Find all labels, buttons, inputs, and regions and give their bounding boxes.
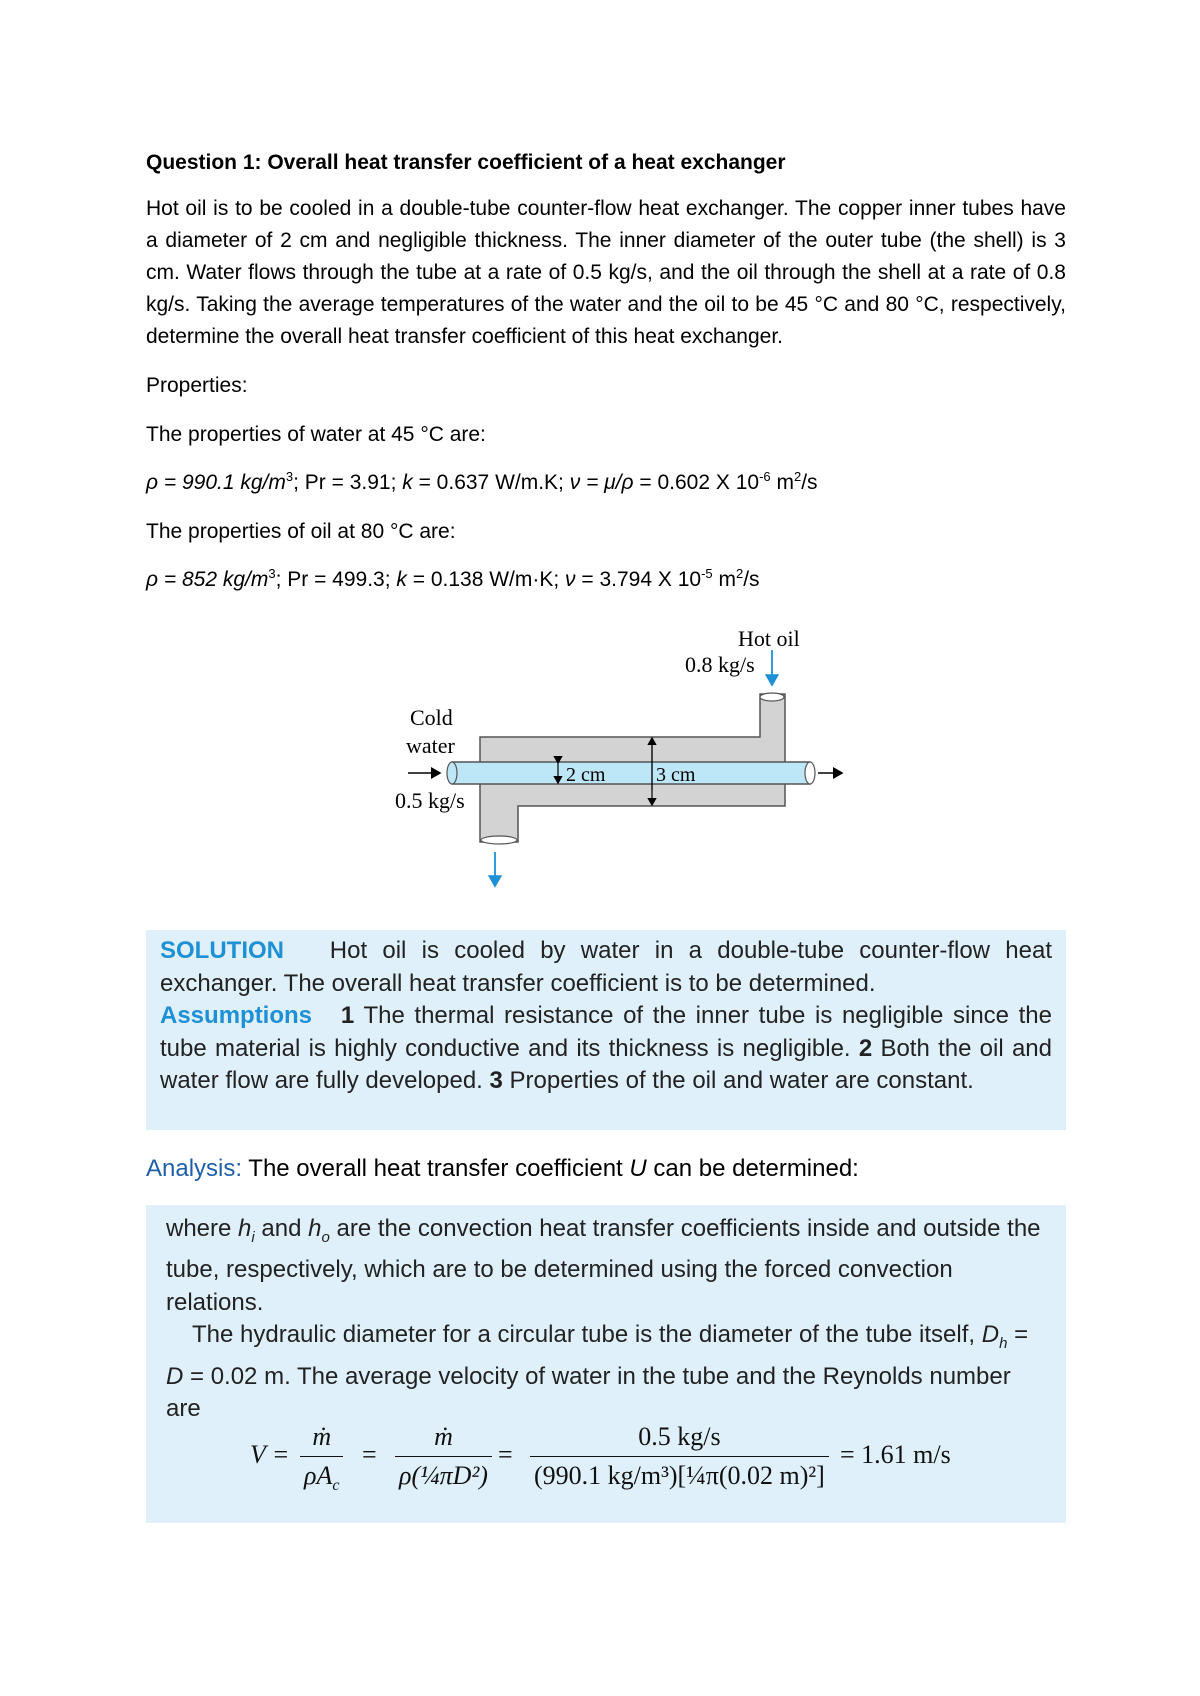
properties-heading: Properties: xyxy=(146,374,248,397)
assumption-3: Properties of the oil and water are constant. xyxy=(509,1067,974,1094)
solution-label: SOLUTION xyxy=(160,937,284,964)
cold-label: Cold xyxy=(410,705,453,730)
question-body: Hot oil is to be cooled in a double-tube counter-flow heat exchanger. The copper inner tubes have a diameter of 2 cm and negligible thickness. The inner diameter of the outer tube (the shell) is 3 cm. Water flows through the tube at a rate of 0.5 kg/s, and the oil through the shell at a rate of 0.8 kg/s. Taking the average temperatures of the water and the oil to be 45 °C and 80 °C, respectively, determine the overall heat transfer coefficient of this heat exchanger. xyxy=(146,197,1066,348)
inner-diameter-label: 2 cm xyxy=(566,764,606,786)
tube-outlet-end xyxy=(805,762,815,784)
eq-equals-2: = xyxy=(498,1440,513,1469)
outer-diameter-label: 3 cm xyxy=(656,764,696,786)
eq-fraction-1: ṁ $\rho A_c$ xyxy=(300,1418,343,1505)
water-properties-line: ρ = 990.1 $kg/m^3$; Pr = 3.91; k = 0.637 W/m.K; ν = μ/ρ = 0.602 X $10^{-6}$ $m^2/s$ xyxy=(146,469,818,494)
where-paragraph-2: The hydraulic diameter for a circular tube is the diameter of the tube itself, $D_h = D = 0.02$ m. The average velocity of water in the tube and the Reynolds number are xyxy=(166,1321,1029,1423)
inner-tube xyxy=(452,762,810,784)
hot-oil-label: Hot oil xyxy=(738,626,800,651)
analysis-line: Analysis: The overall heat transfer coefficient U can be determined: xyxy=(146,1155,859,1182)
oil-inlet-cut xyxy=(760,693,784,701)
analysis-label: Analysis: xyxy=(146,1155,243,1182)
eq-fraction-2: $\frac{\text{ṁ}}{\text{ρ(¼πD²)}}$ xyxy=(395,1418,492,1495)
velocity-equation xyxy=(250,1418,1010,1508)
water-rate-label: 0.5 kg/s xyxy=(395,788,465,813)
solution-text: Hot oil is cooled by water in a double-tube counter-flow heat exchanger. The overall heat transfer coefficient is to be determined. xyxy=(160,937,1052,997)
solution-box: SOLUTION Hot oil is cooled by water in a double-tube counter-flow heat exchanger. The overall heat transfer coefficient is to be determined. Assumptions 1 The thermal resistance of the inner tube is negligible since the tube material is highly conductive and its thickness is negligible. 2 Both the oil and water flow are fully developed. 3 Properties of the oil and water are constant. xyxy=(146,930,1066,1130)
eq-fraction-3: $\frac{0.5 kg/s}{\text{(990.1 kg/m³)[¼π(0.02 m)²]}}$ xyxy=(530,1418,829,1495)
oil-properties-heading: The properties of oil at 80 °C are: xyxy=(146,520,456,543)
eq-lhs: V = xyxy=(250,1440,290,1469)
where-paragraph-1: where $h_i$ and $h_o$ are the convection heat transfer coefficients inside and outside the tube, respectively, which are to be determined using the forced convection relations. xyxy=(166,1215,1041,1316)
oil-outlet-cut xyxy=(481,836,517,844)
hot-oil-rate-label: 0.8 kg/s xyxy=(685,652,755,677)
question-title: Question 1: Overall heat transfer coefficient of a heat exchanger xyxy=(146,151,786,174)
heat-exchanger-diagram xyxy=(380,620,860,895)
assumptions-label: Assumptions xyxy=(160,1002,313,1029)
water-properties-heading: The properties of water at 45 °C are: xyxy=(146,423,486,446)
water-label: water xyxy=(406,733,455,758)
assumption-2: Both the oil and water flow are fully developed. xyxy=(160,1034,1052,1094)
eq-result: = 1.61 m/s xyxy=(840,1440,951,1469)
assumption-1: The thermal resistance of the inner tube is negligible since the tube material is highly conductive and its thickness is negligible. xyxy=(160,1002,1052,1062)
oil-properties-line: ρ = 852 $kg/m^3$; Pr = 499.3; k = 0.138 W/m·K; ν = 3.794 X $10^{-5}$ $m^2/s$ xyxy=(146,566,760,591)
tube-inlet-end xyxy=(447,762,457,784)
eq-equals-1: = xyxy=(362,1440,377,1469)
